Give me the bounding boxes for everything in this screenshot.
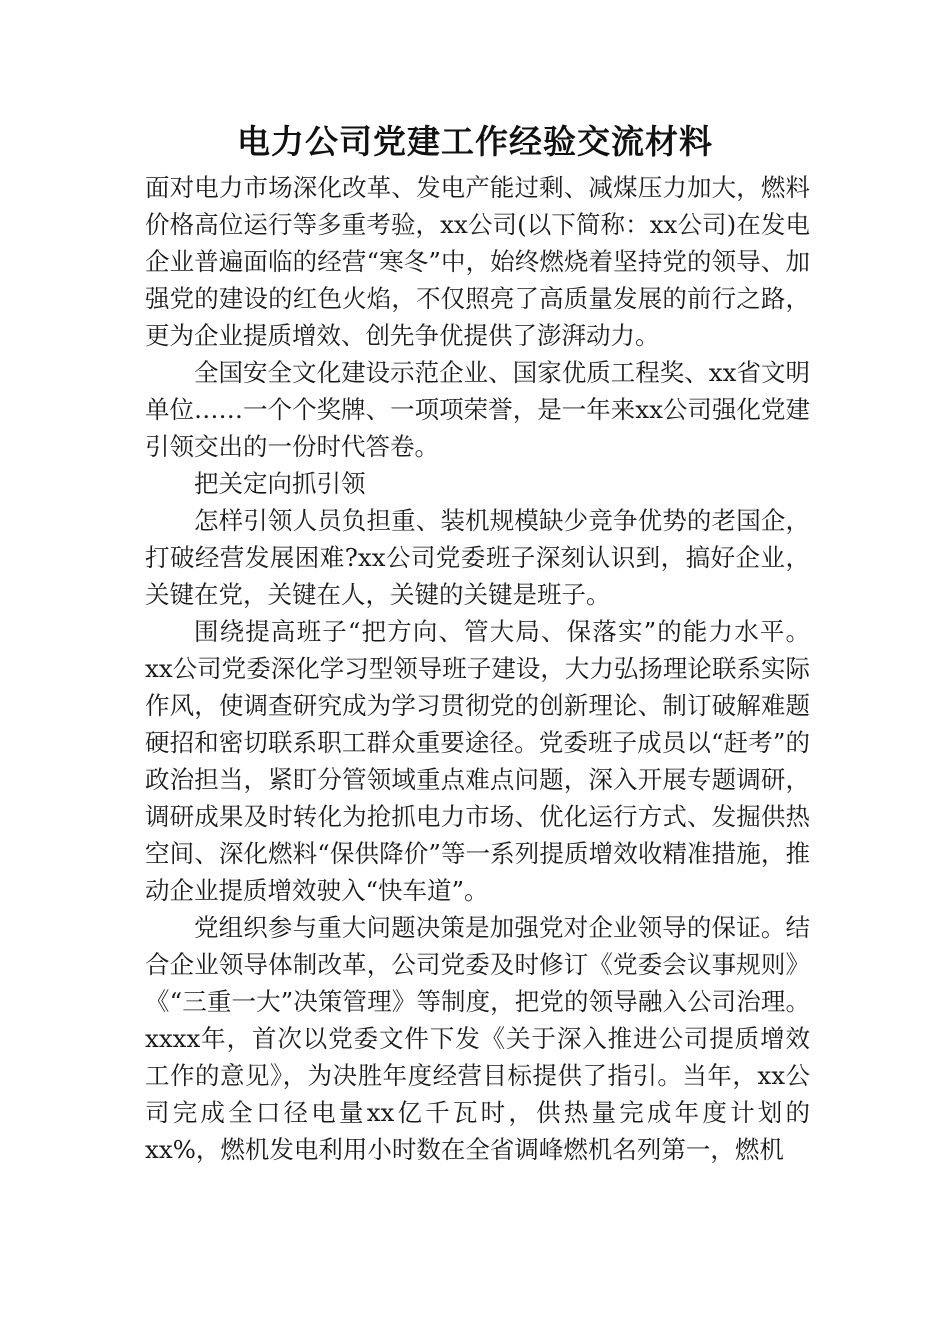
- section-heading: 把关定向抓引领: [194, 469, 366, 498]
- document-title: 电力公司党建工作经验交流材料: [237, 122, 713, 161]
- paragraph-intro: 面对电力市场深化改革、发电产能过剩、减煤压力加大，燃料价格高位运行等多重考验，xx公司(以下简称：xx公司)在发电企业普遍面临的经营“寒冬”中，始终燃烧着坚持党的领导、加强党的建设的红色火焰，不仅照亮了高质量发展的前行之路，更为企业提质增效、创先争优提供了澎湃动力。: [145, 173, 810, 350]
- document-body: [145, 169, 810, 1168]
- paragraph-decision-making: 党组织参与重大问题决策是加强党对企业领导的保证。结合企业领导体制改革，公司党委及时修订《党委会议事规则》《“三重一大”决策管理》等制度，把党的领导融入公司治理。xxxx年，首次以党委文件下发《关于深入推进公司提质增效工作的意见》，为决胜年度经营目标提供了指引。当年，xx公司完成全口径电量xx亿千瓦时，供热量完成年度计划的xx%，燃机发电利用小时数在全省调峰燃机名列第一，燃机: [145, 913, 810, 1164]
- paragraph-leadership: 怎样引领人员负担重、装机规模缺少竞争优势的老国企，打破经营发展困难?xx公司党委班子深刻认识到，搞好企业，关键在党，关键在人，关键的关键是班子。: [145, 506, 810, 609]
- paragraph-honors: 全国安全文化建设示范企业、国家优质工程奖、xx省文明单位……一个个奖牌、一项项荣誉，是一年来xx公司强化党建引领交出的一份时代答卷。: [145, 358, 810, 461]
- paragraph-team-building: 围绕提高班子“把方向、管大局、保落实”的能力水平。xx公司党委深化学习型领导班子建设，大力弘扬理论联系实际作风，使调查研究成为学习贯彻党的创新理论、制订破解难题硬招和密切联系职工群众重要途径。党委班子成员以“赶考”的政治担当，紧盯分管领域重点难点问题，深入开展专题调研，调研成果及时转化为抢抓电力市场、优化运行方式、发掘供热空间、深化燃料“保供降价”等一系列提质增效收精准措施，推动企业提质增效驶入“快车道”。: [145, 617, 810, 905]
